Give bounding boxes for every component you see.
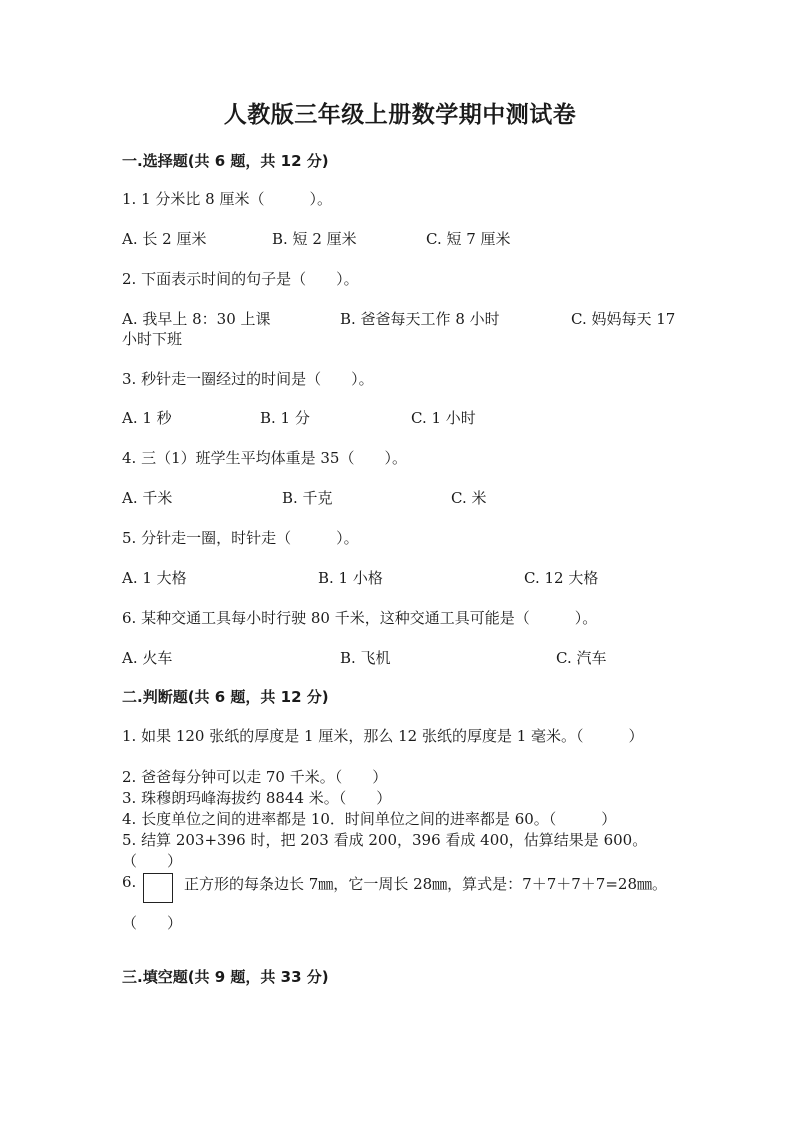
section-heading-choice: 一.选择题(共 6 题，共 12 分) [122, 152, 329, 170]
choice-3-option-a: A. 1 秒 [122, 409, 172, 427]
choice-4-option-b: B. 千克 [282, 489, 333, 507]
choice-question-1: 1. 1 分米比 8 厘米（ ）。 [122, 190, 332, 208]
choice-4-option-a: A. 千米 [122, 489, 173, 507]
choice-question-5: 5. 分针走一圈，时针走（ ）。 [122, 529, 359, 547]
section-heading-fill: 三.填空题(共 9 题，共 33 分) [122, 968, 329, 986]
judge-question-1: 1. 如果 120 张纸的厚度是 1 厘米，那么 12 张纸的厚度是 1 毫米。（ ） [122, 727, 644, 745]
choice-3-option-b: B. 1 分 [260, 409, 310, 427]
choice-question-6: 6. 某种交通工具每小时行驶 80 千米，这种交通工具可能是（ ）。 [122, 609, 598, 627]
judge-question-2: 2. 爸爸每分钟可以走 70 千米。（ ） [122, 768, 388, 786]
judge-question-6-number: 6. [122, 873, 137, 891]
choice-2-option-a: A. 我早上 8：30 上课 [122, 310, 271, 328]
choice-5-option-b: B. 1 小格 [318, 569, 383, 587]
choice-question-4: 4. 三（1）班学生平均体重是 35（ ）。 [122, 449, 407, 467]
section-heading-judge: 二.判断题(共 6 题，共 12 分) [122, 688, 329, 706]
square-figure [143, 873, 173, 903]
judge-question-4: 4. 长度单位之间的进率都是 10．时间单位之间的进率都是 60。（ ） [122, 810, 617, 828]
choice-2-option-c-wrap: 小时下班 [122, 330, 183, 348]
judge-question-6-answer: （ ） [122, 914, 183, 932]
choice-1-option-c: C. 短 7 厘米 [426, 230, 511, 248]
choice-5-option-a: A. 1 大格 [122, 569, 187, 587]
choice-1-option-b: B. 短 2 厘米 [272, 230, 357, 248]
choice-6-option-c: C. 汽车 [556, 649, 607, 667]
judge-question-5: 5. 结算 203+396 时，把 203 看成 200，396 看成 400，估算结果是 600。 [122, 831, 648, 849]
choice-2-option-c: C. 妈妈每天 17 [571, 310, 676, 328]
choice-3-option-c: C. 1 小时 [411, 409, 476, 427]
choice-question-3: 3. 秒针走一圈经过的时间是（ ）。 [122, 370, 374, 388]
choice-4-option-c: C. 米 [451, 489, 487, 507]
exam-title: 人教版三年级上册数学期中测试卷 [223, 102, 577, 128]
choice-6-option-a: A. 火车 [122, 649, 173, 667]
choice-1-option-a: A. 长 2 厘米 [122, 230, 207, 248]
choice-6-option-b: B. 飞机 [340, 649, 391, 667]
judge-question-5-answer: （ ） [122, 852, 183, 870]
judge-question-6: 正方形的每条边长 7㎜，它一周长 28㎜，算式是：7＋7＋7＋7=28㎜。 [184, 875, 667, 893]
choice-question-2: 2. 下面表示时间的句子是（ ）。 [122, 270, 359, 288]
choice-5-option-c: C. 12 大格 [524, 569, 599, 587]
judge-question-3: 3. 珠穆朗玛峰海拔约 8844 米。（ ） [122, 789, 392, 807]
choice-2-option-b: B. 爸爸每天工作 8 小时 [340, 310, 500, 328]
